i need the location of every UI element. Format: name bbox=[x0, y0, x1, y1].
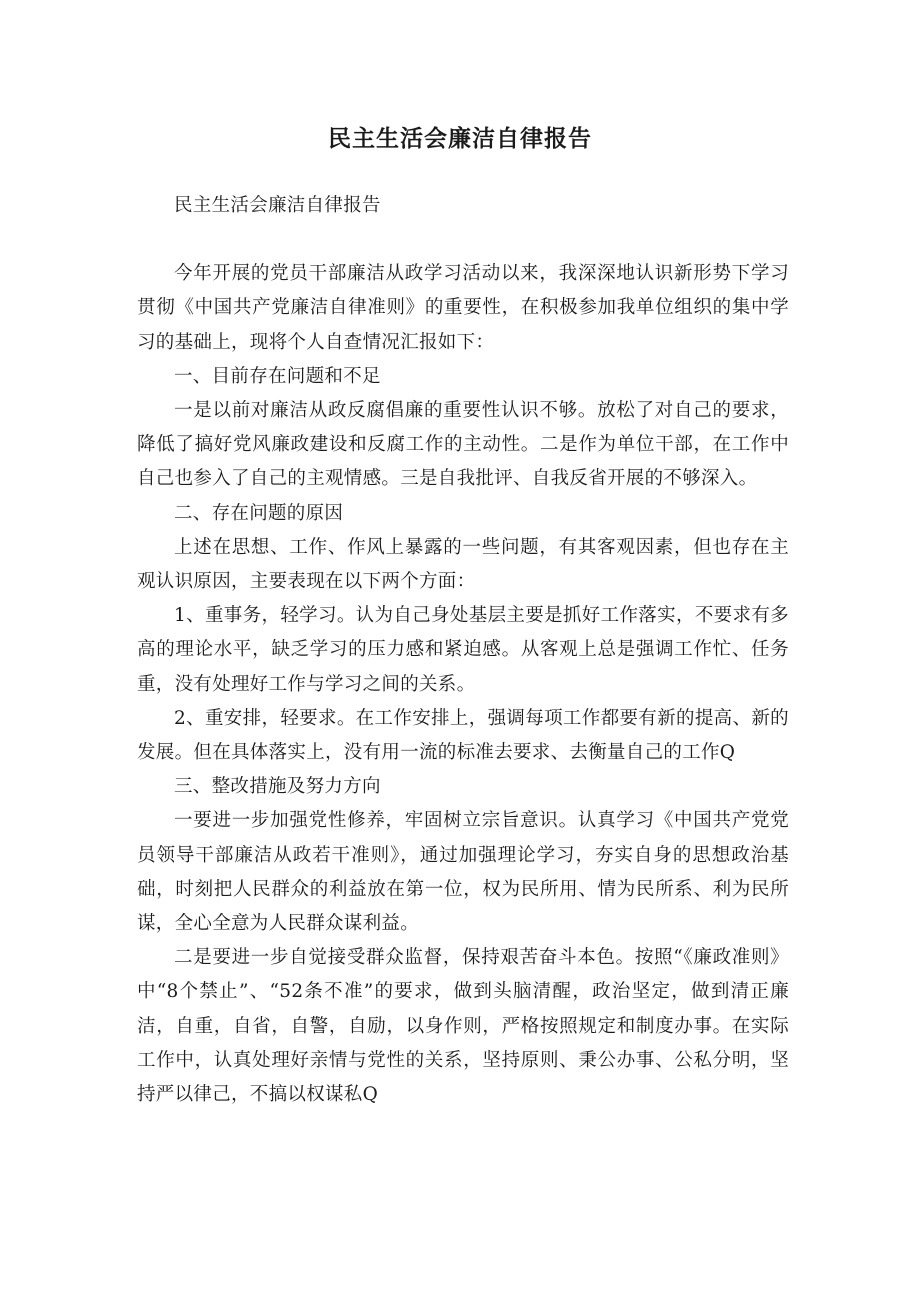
report-subtitle: 民主生活会廉洁自律报告 bbox=[174, 195, 381, 216]
section-2-paragraph: 上述在思想、工作、作风上暴露的一些问题，有其客观因素，但也存在主观认识原因，主要表现在以下两个方面： bbox=[137, 536, 789, 593]
section-1-paragraph: 一是以前对廉洁从政反腐倡廉的重要性认识不够。放松了对自己的要求，降低了搞好党风廉政建设和反腐工作的主动性。二是作为单位干部，在工作中自己也参入了自己的主观情感。三是自我批评、自我反省开展的不够深入。 bbox=[137, 400, 789, 490]
section-3-paragraph-2: 二是要进一步自觉接受群众监督，保持艰苦奋斗本色。按照“《廉政准则》中“8个禁止”、“52条不准”的要求，做到头脑清醒，政治坚定，做到清正廉洁，自重，自省，自警，自励，以身作则，严格按照规定和制度办事。在实际工作中，认真处理好亲情与党性的关系，坚持原则、秉公办事、公私分明，坚持严以律己，不搞以权谋私Q bbox=[137, 947, 789, 1106]
report-body bbox=[137, 189, 789, 1112]
section-2-item-1: 1、重事务，轻学习。认为自己身处基层主要是抓好工作落实，不要求有多高的理论水平，缺乏学习的压力感和紧迫感。从客观上总是强调工作忙、任务重，没有处理好工作与学习之间的关系。 bbox=[137, 605, 789, 695]
section-3-paragraph-1: 一要进一步加强党性修养，牢固树立宗旨意识。认真学习《中国共产党党员领导干部廉洁从政若干准则》，通过加强理论学习，夯实自身的思想政治基础，时刻把人民群众的利益放在第一位，权为民所用、情为民所系、利为民所谋，全心全意为人民群众谋利益。 bbox=[137, 810, 789, 935]
section-heading-2: 二、存在问题的原因 bbox=[174, 502, 344, 524]
section-2-item-2: 2、重安排，轻要求。在工作安排上，强调每项工作都要有新的提高、新的发展。但在具体落实上，没有用一流的标准去要求、去衡量自己的工作Q bbox=[137, 707, 789, 764]
section-heading-1: 一、目前存在问题和不足 bbox=[174, 365, 381, 387]
section-heading-3: 三、整改措施及努力方向 bbox=[174, 776, 381, 798]
intro-paragraph: 今年开展的党员干部廉洁从政学习活动以来，我深深地认识新形势下学习贯彻《中国共产党廉洁自律准则》的重要性，在积极参加我单位组织的集中学习的基础上，现将个人自查情况汇报如下： bbox=[137, 263, 789, 353]
page-title: 民主生活会廉洁自律报告 bbox=[328, 126, 592, 152]
